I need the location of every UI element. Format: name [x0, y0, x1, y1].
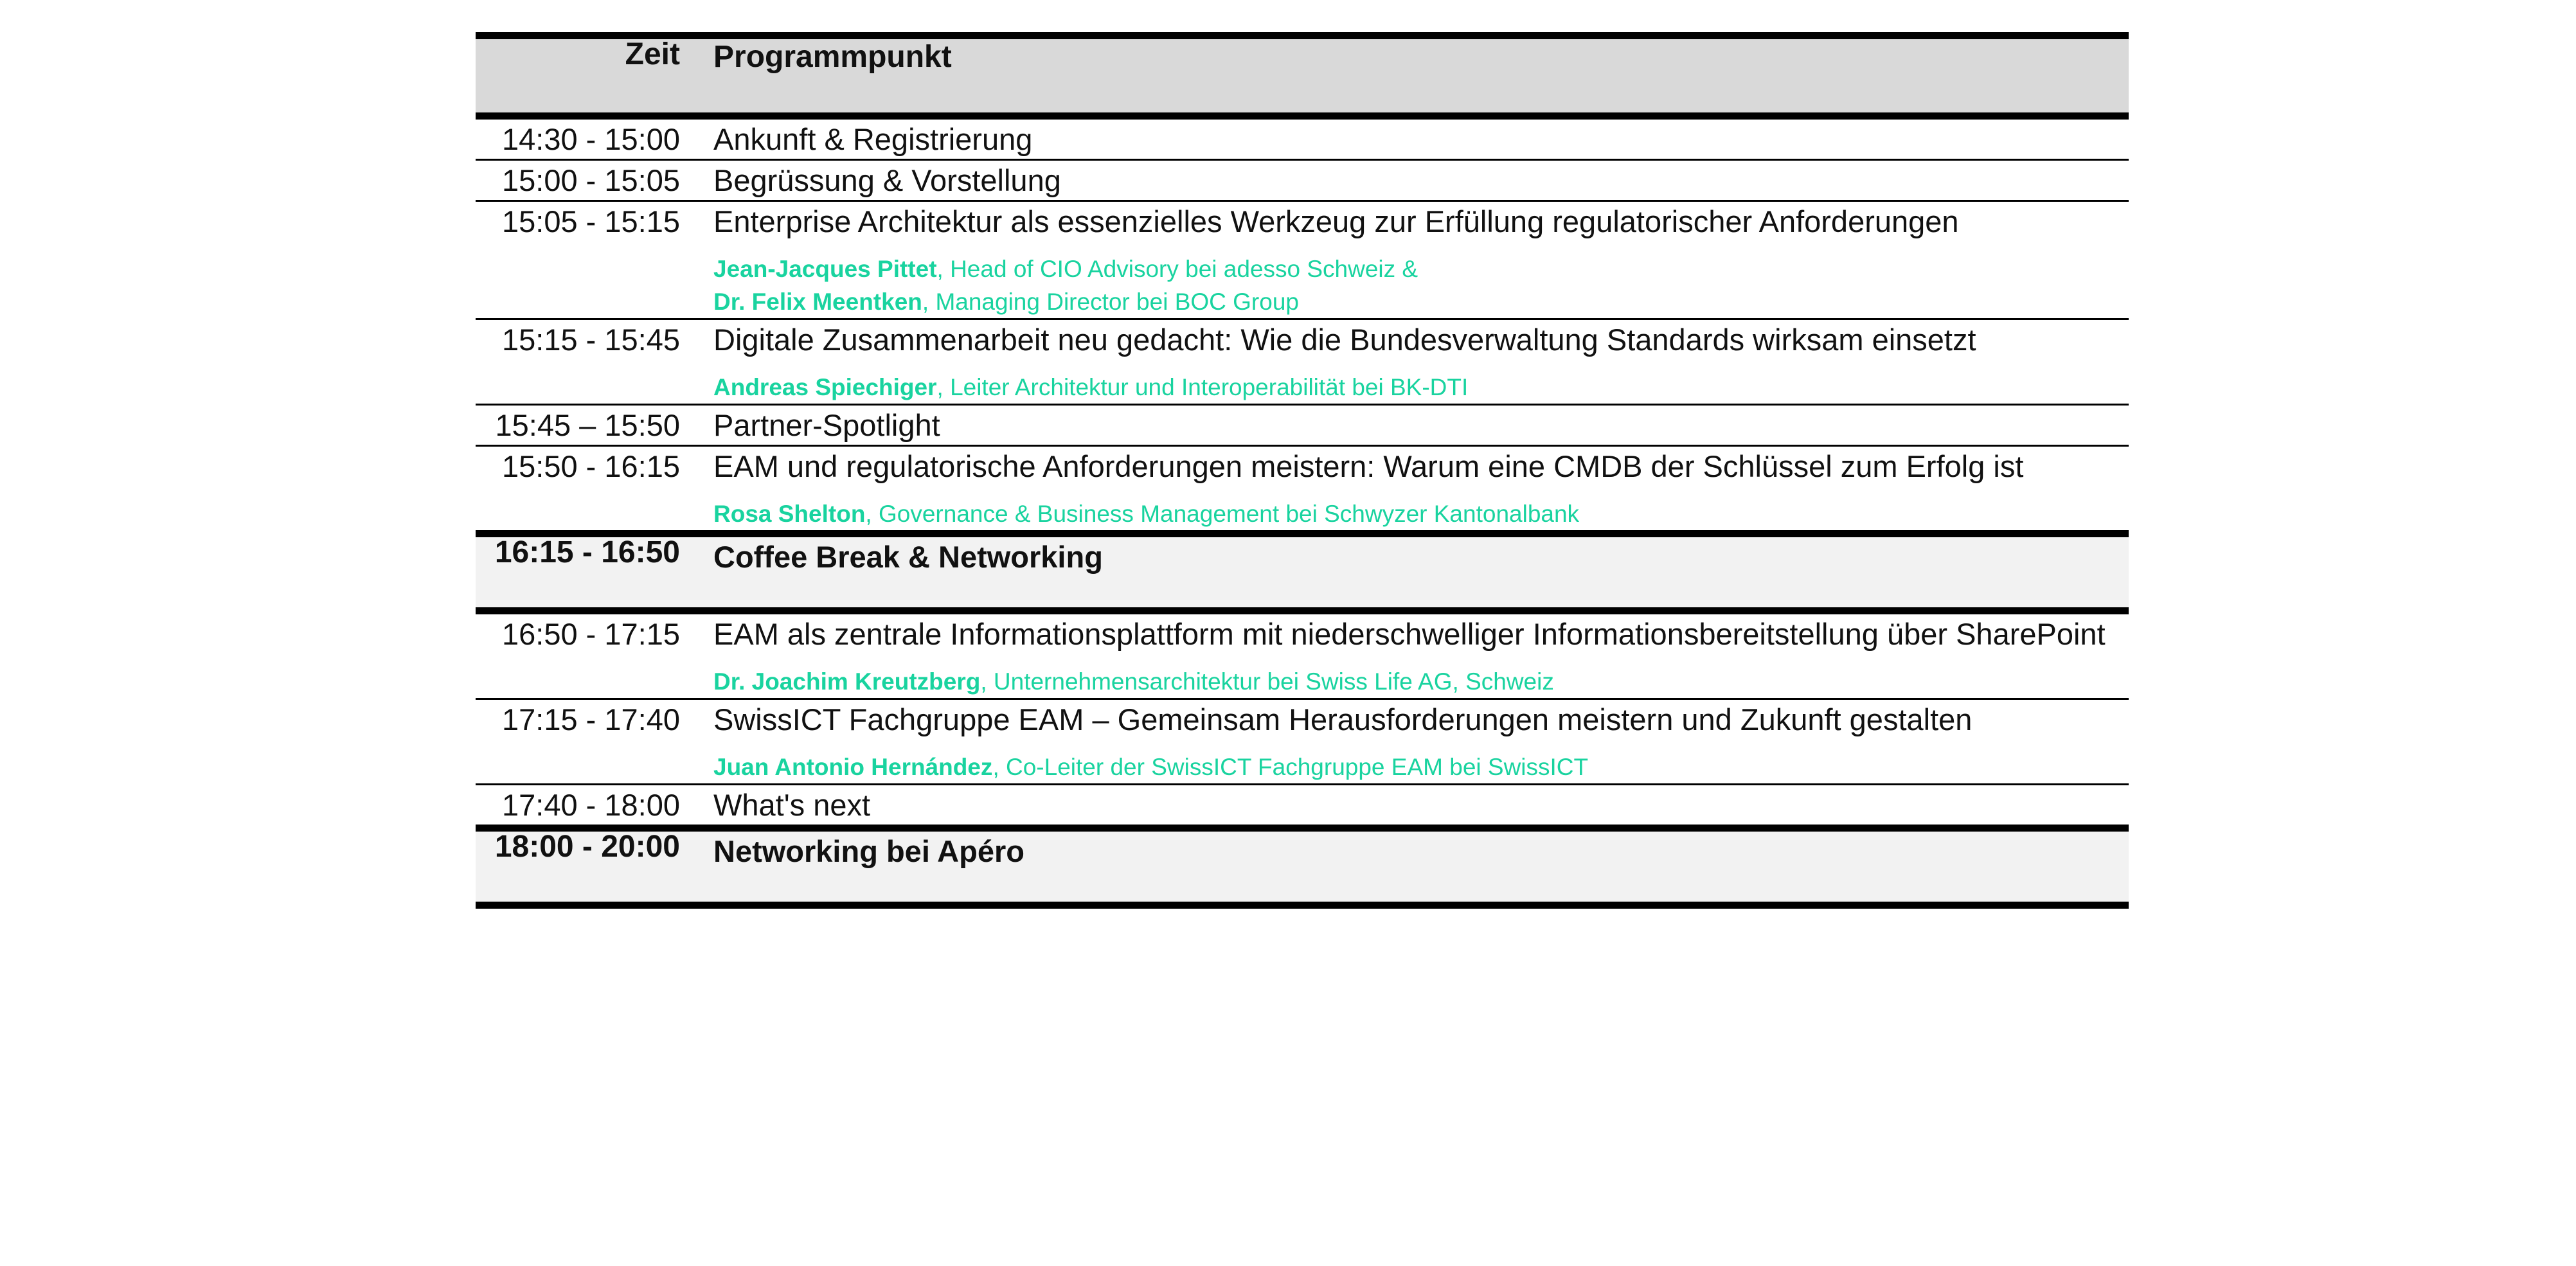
speaker-name: Dr. Joachim Kreutzberg: [713, 668, 981, 695]
speaker-role: , Governance & Business Management bei Schwyzer Kantonalbank: [865, 501, 1580, 527]
agenda-time: 18:00 - 20:00: [476, 828, 713, 905]
agenda-row: [476, 405, 2129, 446]
speaker-role: , Co-Leiter der SwissICT Fachgruppe EAM bei SwissICT: [992, 754, 1589, 780]
agenda-item: [713, 534, 2129, 611]
program-column-header: Programmpunkt: [713, 36, 2129, 116]
speaker-role: , Head of CIO Advisory bei adesso Schweiz &: [936, 256, 1418, 282]
speaker-line: [713, 253, 2129, 285]
speaker-line: [713, 751, 2129, 783]
speaker-line: [713, 285, 2129, 318]
speaker-name: Rosa Shelton: [713, 501, 866, 527]
agenda-table: [476, 32, 2129, 909]
agenda-item: [713, 405, 2129, 446]
agenda-break-row: [476, 828, 2129, 905]
agenda-item: [713, 699, 2129, 785]
session-title: Enterprise Architektur als essenzielles Werkzeug zur Erfüllung regulatorischer Anforderungen: [713, 204, 1959, 238]
speaker-list: [713, 751, 2129, 783]
agenda-row: [476, 160, 2129, 201]
agenda-body: [476, 116, 2129, 905]
agenda-item: [713, 828, 2129, 905]
agenda-row: [476, 611, 2129, 699]
agenda-time: 15:15 - 15:45: [476, 319, 713, 405]
session-title: Partner-Spotlight: [713, 408, 940, 442]
agenda-time: 15:45 – 15:50: [476, 405, 713, 446]
session-title: What's next: [713, 788, 871, 822]
speaker-name: Andreas Spiechiger: [713, 374, 937, 400]
session-title: EAM als zentrale Informationsplattform mit niederschwelliger Informationsbereitstellung über SharePoint: [713, 617, 2106, 651]
agenda-time: 15:50 - 16:15: [502, 449, 680, 483]
agenda-time: 14:30 - 15:00: [476, 116, 713, 160]
agenda-time: 17:15 - 17:40: [476, 699, 713, 785]
agenda-item: [713, 201, 2129, 319]
agenda-row: [476, 785, 2129, 828]
session-title: EAM und regulatorische Anforderungen meistern: Warum eine CMDB der Schlüssel zum Erfolg ist: [713, 449, 2024, 483]
speaker-name: Juan Antonio Hernández: [713, 754, 993, 780]
agenda-time: 17:40 - 18:00: [502, 788, 680, 822]
agenda-item: [713, 785, 2129, 828]
agenda-item: [713, 611, 2129, 699]
agenda-item: [713, 116, 2129, 160]
agenda-row: [476, 319, 2129, 405]
agenda-header-row: [476, 36, 2129, 116]
session-title: Digitale Zusammenarbeit neu gedacht: Wie die Bundesverwaltung Standards wirksam einsetzt: [713, 323, 1976, 357]
speaker-line: [713, 371, 2129, 404]
speaker-line: [713, 497, 2129, 530]
speaker-name: Dr. Felix Meentken: [713, 289, 922, 315]
session-title: SwissICT Fachgruppe EAM – Gemeinsam Herausforderungen meistern und Zukunft gestalten: [713, 702, 1972, 736]
agenda-row: [476, 446, 2129, 534]
agenda-time: 15:05 - 15:15: [476, 201, 713, 319]
speaker-role: , Unternehmensarchitektur bei Swiss Life AG, Schweiz: [980, 668, 1554, 695]
agenda-time: 15:00 - 15:05: [476, 160, 713, 201]
speaker-role: , Managing Director bei BOC Group: [922, 289, 1299, 315]
agenda-item: [713, 160, 2129, 201]
agenda-row: [476, 116, 2129, 160]
speaker-list: [713, 253, 2129, 318]
speaker-role: , Leiter Architektur und Interoperabilität bei BK-DTI: [936, 374, 1469, 400]
time-column-header: Zeit: [476, 36, 713, 116]
agenda-row: [476, 201, 2129, 319]
agenda-break-row: [476, 534, 2129, 611]
speaker-list: [713, 665, 2129, 698]
break-title: Networking bei Apéro: [713, 834, 1024, 868]
agenda-time: 16:50 - 17:15: [476, 611, 713, 699]
speaker-line: [713, 665, 2129, 698]
break-title: Coffee Break & Networking: [713, 540, 1103, 574]
session-title: Begrüssung & Vorstellung: [713, 163, 1061, 197]
agenda-item: [713, 319, 2129, 405]
agenda-item: [713, 446, 2129, 534]
speaker-list: [713, 371, 2129, 404]
agenda-time: 16:15 - 16:50: [476, 534, 713, 611]
speaker-list: [713, 497, 2129, 530]
speaker-name: Jean-Jacques Pittet: [713, 256, 937, 282]
agenda-row: [476, 699, 2129, 785]
session-title: Ankunft & Registrierung: [713, 122, 1033, 156]
